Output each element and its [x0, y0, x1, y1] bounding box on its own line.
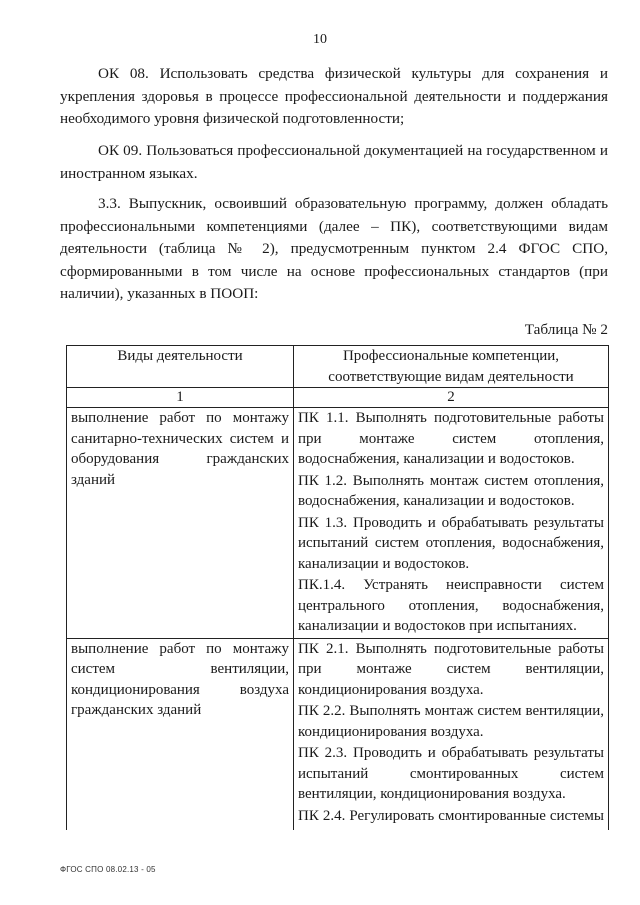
- activity-cell: выполнение работ по монтажу санитарно-технических систем и оборудования гражданских зданий: [67, 408, 294, 639]
- paragraph-ok08: ОК 08. Использовать средства физической культуры для сохранения и укрепления здоровья в процессе профессиональной деятельности и поддержания необходимого уровня физической подготовленности;: [60, 65, 608, 127]
- competencies-table: [66, 345, 609, 849]
- page-number: 10: [313, 32, 327, 47]
- competency-item: ПК 2.1. Выполнять подготовительные работы при монтаже систем вентиляции, кондиционирования воздуха.: [298, 640, 604, 698]
- competency-item: ПК 2.4. Регулировать смонтированные системы: [298, 807, 604, 824]
- competencies-cell: [294, 408, 609, 639]
- column-number-1: 1: [67, 388, 294, 408]
- competency-item: ПК.1.4. Устранять неисправности систем центрального отопления, водоснабжения, канализации и водостоков при испытаниях.: [298, 577, 604, 634]
- competency-item: ПК 1.3. Проводить и обрабатывать результаты испытаний систем отопления, водоснабжения, канализации и водостоков.: [298, 514, 604, 572]
- table-number-row: [67, 388, 609, 408]
- paragraph-3-3: 3.3. Выпускник, освоивший образовательную программу, должен обладать профессиональными компетенциями (далее – ПК), соответствующими видам деятельности (таблица № 2), предусмотренным пунктом 2.4 ФГОС СПО, сформированными в том числе на основе профессиональных стандартов (при наличии), указанных в ПООП:: [60, 195, 608, 302]
- competency-item: ПК 1.2. Выполнять монтаж систем отопления, водоснабжения, канализации и водостоков.: [298, 472, 604, 509]
- header-activities: Виды деятельности: [67, 346, 294, 388]
- table-caption: Таблица № 2: [524, 321, 608, 338]
- paragraph-ok09: ОК 09. Пользоваться профессиональной документацией на государственном и иностранном языках.: [60, 142, 608, 182]
- header-competencies: Профессиональные компетенции, соответствующие видам деятельности: [294, 346, 609, 388]
- competency-item: ПК 2.2. Выполнять монтаж систем вентиляции, кондиционирования воздуха.: [298, 703, 604, 740]
- footer-document-code: ФГОС СПО 08.02.13 - 05: [60, 865, 156, 874]
- competency-item: ПК 2.3. Проводить и обрабатывать результаты испытаний смонтированных систем вентиляции, кондиционирования воздуха.: [298, 745, 604, 802]
- table-header-row: [67, 346, 609, 388]
- activity-cell: выполнение работ по монтажу систем вентиляции, кондиционирования воздуха гражданских зданий: [67, 638, 294, 848]
- table-row: [67, 638, 609, 848]
- competencies-cell: [294, 638, 609, 848]
- table-row: [67, 408, 609, 639]
- column-number-2: 2: [294, 388, 609, 408]
- competency-item: ПК 1.1. Выполнять подготовительные работы при монтаже систем отопления, водоснабжения, канализации и водостоков.: [298, 410, 604, 467]
